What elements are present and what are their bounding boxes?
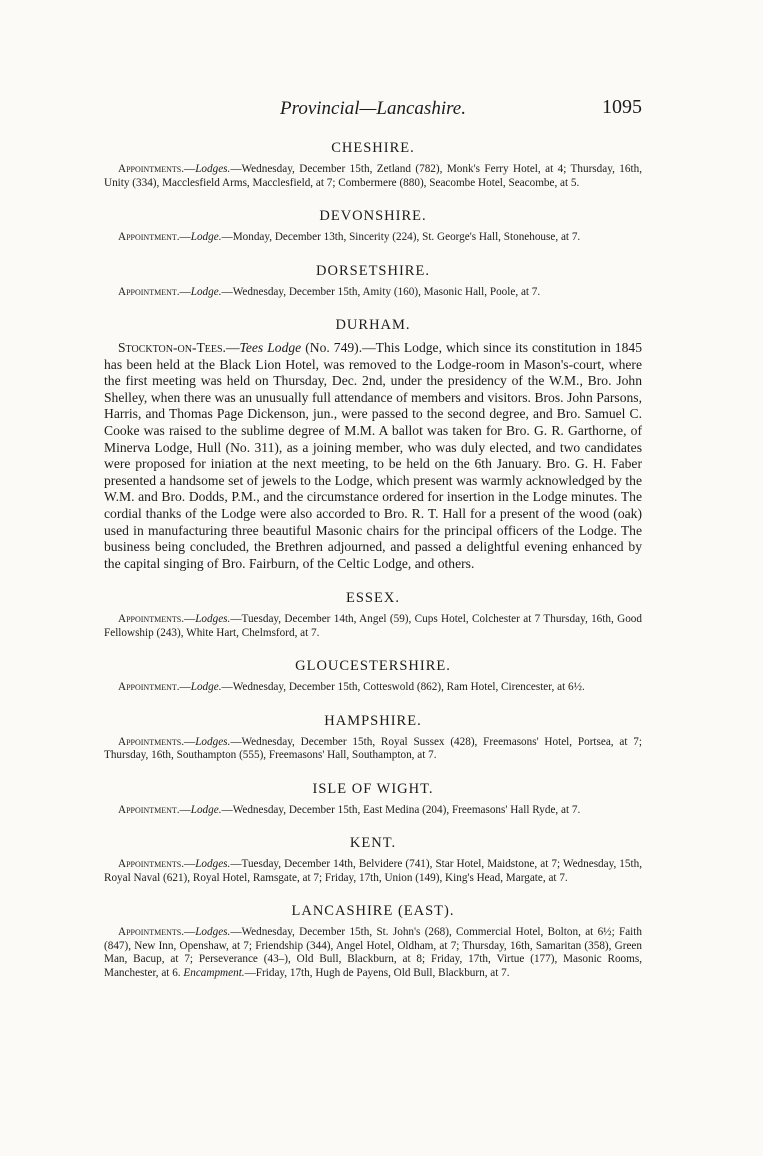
notice-label: Appointment. xyxy=(118,285,180,298)
notice-type: Lodges. xyxy=(195,163,231,175)
notice-type: Lodges. xyxy=(195,926,231,939)
report-place: Stockton-on-Tees. xyxy=(118,340,226,355)
notice-label: Appointments. xyxy=(118,926,184,939)
notice-type: Lodge. xyxy=(190,803,222,816)
section-heading-durham: DURHAM. xyxy=(335,317,411,333)
notice-type: Lodge. xyxy=(190,231,222,243)
notice-dorsetshire: Appointment.—Lodge.—Wednesday, December 15th, Amity (160), Masonic Hall, Poole, at 7. xyxy=(118,285,541,298)
notice-type: Lodge. xyxy=(190,681,222,694)
notice-devonshire: Appointment.—Lodge.—Monday, December 13th, Sincerity (224), St. George's Hall, Stonehouse, at 7. xyxy=(118,231,581,243)
report-durham: Stockton-on-Tees.—Tees Lodge (No. 749).—This Lodge, which since its constitution in 1845 has been held at the Black Lion Hotel, was removed to the Lodge-room in Mason's-court, where the first meeting was held on Thursday, Dec. 2nd, under the presidency of the W.M., Bro. John Shelley, when there was an unusually full attendance of members and visitors. Bros. John Parsons, Harris, and Thomas Page Dickenson, jun., were passed to the second degree, and Bro. Samuel C. Cooke was raised to the sublime degree of M.M. A ballot was taken for Bro. G. R. Garthorne, of Minerva Lodge, Hull (No. 311), as a joining member, who was duly elected, and two candidates were proposed for iniation at the next meeting, to be held on the 6th January. Bro. G. H. Faber presented a handsome set of jewels to the Lodge, which present was warmly acknowledged by the W.M. and Bro. Dodds, P.M., and the circumstance ordered for insertion in the Lodge minutes. The cordial thanks of the Lodge were also accorded to Bro. R. T. Hall for a present of the wood (oak) used in manufacturing three beautiful Masonic chairs for the principal officers of the Lodge. The business being concluded, the Brethren adjourned, and passed a delightful evening enhanced by the capital singing of Bro. Fairburn, of the Celtic Lodge, and others. xyxy=(104,340,642,571)
page-number: 1095 xyxy=(602,96,642,118)
notice-label: Appointments. xyxy=(118,163,184,175)
notice-label: Appointment. xyxy=(118,231,180,243)
notice-gloucestershire: Appointment.—Lodge.—Wednesday, December 15th, Cotteswold (862), Ram Hotel, Cirencester, at 6½. xyxy=(118,681,585,694)
notice-text: —Wednesday, December 15th, Zetland (782), Monk's Ferry Hotel, at 4; Thursday, 16th, Unity (334), Macclesfield Arms, Macclesfield, at 7; Combermere (880), Seacombe Hotel, Seacombe, at 5. xyxy=(104,163,642,189)
notice-lancashire-east: Appointments.—Lodges.—Wednesday, December 15th, St. John's (268), Commercial Hotel, Bolton, at 6½; Faith (847), New Inn, Openshaw, at 7; Friendship (344), Angel Hotel, Oldham, at 7; Thursday, 16th, Samaritan (358), Green Man, Bacup, at 7; Perseverance (43–), Old Bull, Blackburn, at 8; Friday, 17th, Virtue (177), Masonic Rooms, Manchester, at 6. Encampment.—Friday, 17th, Hugh de Payens, Old Bull, Blackburn, at 7. xyxy=(104,926,642,979)
notice-label: Appointments. xyxy=(118,735,184,748)
section-heading-hampshire: HAMPSHIRE. xyxy=(324,712,422,729)
notice-text: —Wednesday, December 15th, East Medina (204), Freemasons' Hall Ryde, at 7. xyxy=(221,803,581,816)
section-heading-gloucestershire: GLOUCESTERSHIRE. xyxy=(295,658,451,675)
notice-text: —Tuesday, December 14th, Belvidere (741), Star Hotel, Maidstone, at 7; Wednesday, 15th, Royal Naval (621), Royal Hotel, Ramsgate, at 7; Friday, 17th, Union (149), King's Head, Margate, at 7. xyxy=(104,858,642,884)
notice-text: —Wednesday, December 15th, St. John's (268), Commercial Hotel, Bolton, at 6½; Faith (847), New Inn, Openshaw, at 7; Friendship (344), Angel Hotel, Oldham, at 7; Thursday, 16th, Samaritan (358), Green Man, Bacup, at 7; Perseverance (43–), Old Bull, Blackburn, at 8; Friday, 17th, Virtue (177), Masonic Rooms, Manchester, at 6. xyxy=(104,926,642,979)
notice-essex: Appointments.—Lodges.—Tuesday, December 14th, Angel (59), Cups Hotel, Colchester at 7 Thursday, 16th, Good Fellowship (243), White Hart, Chelmsford, at 7. xyxy=(104,613,642,639)
notice-label: Appointment. xyxy=(118,803,180,816)
notice-text: —Wednesday, December 15th, Royal Sussex (428), Freemasons' Hotel, Portsea, at 7; Thursday, 16th, Southampton (555), Freemasons' Hall, Southampton, at 7. xyxy=(104,735,642,762)
report-text: (No. 749).—This Lodge, which since its constitution in 1845 has been held at the Black Lion Hotel, was removed to the Lodge-room in Mason's-court, where the first meeting was held on Thursday, Dec. 2nd, under the presidency of the W.M., Bro. John Shelley, when there was an unusually full attendance of members and visitors. Bros. John Parsons, Harris, and Thomas Page Dickenson, jun., were passed to the second degree, and Bro. Samuel C. Cooke was raised to the sublime degree of M.M. A ballot was taken for Bro. G. R. Garthorne, of Minerva Lodge, Hull (No. 311), as a joining member, who was duly elected, and two candidates were proposed for iniation at the next meeting, to be held on the 6th January. Bro. G. H. Faber presented a handsome set of jewels to the Lodge, which present was warmly acknowledged by the W.M. and Bro. Dodds, P.M., and the circumstance ordered for insertion in the Lodge minutes. The cordial thanks of the Lodge were also accorded to Bro. R. T. Hall for a present of the wood (oak) used in manufacturing three beautiful Masonic chairs for the principal officers of the Lodge. The business being concluded, the Brethren adjourned, and passed a delightful evening enhanced by the capital singing of Bro. Fairburn, of the Celtic Lodge, and others. xyxy=(104,340,642,571)
notice-extra-label: Encampment. xyxy=(183,966,245,979)
report-lodge: Tees Lodge xyxy=(239,340,302,355)
section-heading-essex: ESSEX. xyxy=(346,590,400,607)
notice-text: —Monday, December 13th, Sincerity (224), St. George's Hall, Stonehouse, at 7. xyxy=(221,231,581,243)
notice-type: Lodge. xyxy=(190,285,222,298)
section-heading-dorsetshire: DORSETSHIRE. xyxy=(316,262,430,279)
notice-cheshire: Appointments.—Lodges.—Wednesday, December 15th, Zetland (782), Monk's Ferry Hotel, at 4; Thursday, 16th, Unity (334), Macclesfield Arms, Macclesfield, at 7; Combermere (880), Seacombe Hotel, Seacombe, at 5. xyxy=(104,163,642,189)
notice-text: —Wednesday, December 15th, Cotteswold (862), Ram Hotel, Cirencester, at 6½. xyxy=(221,681,585,694)
running-head xyxy=(104,96,642,122)
notice-type: Lodges. xyxy=(195,858,231,871)
section-heading-lancashire-east: LANCASHIRE (EAST). xyxy=(291,903,455,920)
notice-extra-text: —Friday, 17th, Hugh de Payens, Old Bull, Blackburn, at 7. xyxy=(244,966,510,979)
notice-label: Appointment. xyxy=(118,681,180,694)
notice-type: Lodges. xyxy=(195,613,231,626)
running-title: Provincial—Lancashire. xyxy=(280,98,466,119)
notice-label: Appointments. xyxy=(118,858,184,871)
notice-hampshire: Appointments.—Lodges.—Wednesday, December 15th, Royal Sussex (428), Freemasons' Hotel, Portsea, at 7; Thursday, 16th, Southampton (555), Freemasons' Hall, Southampton, at 7. xyxy=(104,735,642,762)
notice-text: —Tuesday, December 14th, Angel (59), Cups Hotel, Colchester at 7 Thursday, 16th, Good Fellowship (243), White Hart, Chelmsford, at 7. xyxy=(104,613,642,639)
page xyxy=(104,96,642,980)
notice-type: Lodges. xyxy=(195,735,231,748)
notice-isle-of-wight: Appointment.—Lodge.—Wednesday, December 15th, East Medina (204), Freemasons' Hall Ryde, at 7. xyxy=(118,803,581,816)
section-heading-kent: KENT. xyxy=(349,835,397,852)
notice-label: Appointments. xyxy=(118,613,184,626)
notice-text: —Wednesday, December 15th, Amity (160), Masonic Hall, Poole, at 7. xyxy=(221,285,541,298)
section-heading-isle-of-wight: ISLE OF WIGHT. xyxy=(312,780,434,797)
notice-kent: Appointments.—Lodges.—Tuesday, December 14th, Belvidere (741), Star Hotel, Maidstone, at 7; Wednesday, 15th, Royal Naval (621), Royal Hotel, Ramsgate, at 7; Friday, 17th, Union (149), King's Head, Margate, at 7. xyxy=(104,858,642,884)
section-heading-cheshire: CHESHIRE. xyxy=(331,140,415,156)
section-heading-devonshire: DEVONSHIRE. xyxy=(319,208,427,224)
